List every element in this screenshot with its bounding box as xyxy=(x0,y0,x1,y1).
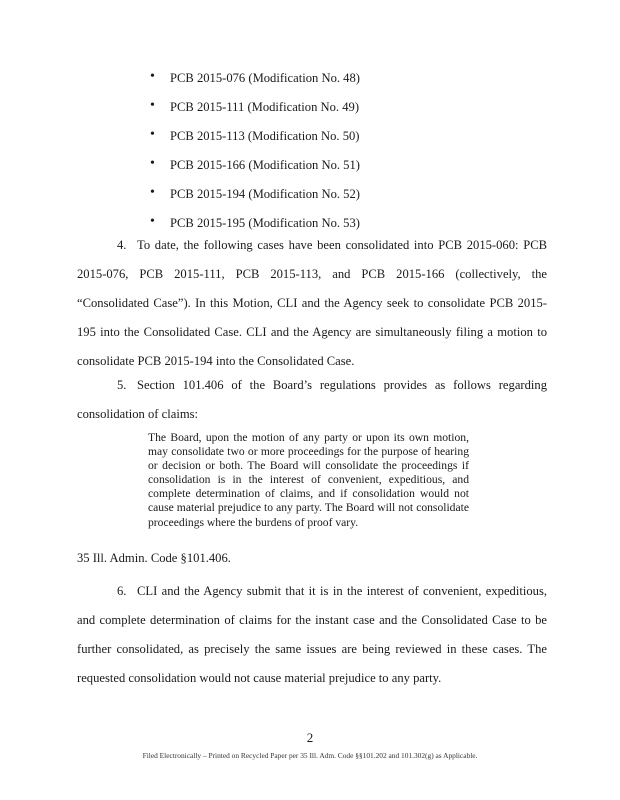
paragraph-number: 5. xyxy=(117,378,127,392)
citation: 35 Ill. Admin. Code §101.406. xyxy=(77,551,231,565)
paragraph-5 xyxy=(77,371,547,429)
paragraph-text: CLI and the Agency submit that it is in the interest of convenient, expeditious, and complete determination of claims for the instant case and the Consolidated Case to be further consolidated, as precisely the same issues are being reviewed in these cases. The requested consolidation would not cause material prejudice to any party. xyxy=(77,584,547,685)
list-item: • PCB 2015-166 (Modification No. 51) xyxy=(150,157,570,186)
case-bullet-list xyxy=(150,70,570,244)
list-item: • PCB 2015-076 (Modification No. 48) xyxy=(150,70,570,99)
paragraph-6 xyxy=(77,577,547,693)
paragraph-number: 4. xyxy=(117,238,127,252)
paragraph-text: To date, the following cases have been consolidated into PCB 2015-060: PCB 2015-076, PCB 2015-111, PCB 2015-113, and PCB 2015-166 (collectively, the “Consolidated Case”). In this Motion, CLI and the Agency seek to consolidate PCB 2015-195 into the Consolidated Case. CLI and the Agency are simultaneously filing a motion to consolidate PCB 2015-194 into the Consolidated Case. xyxy=(77,238,547,368)
list-item: • PCB 2015-113 (Modification No. 50) xyxy=(150,128,570,157)
list-item: • PCB 2015-111 (Modification No. 49) xyxy=(150,99,570,128)
paragraph-text: Section 101.406 of the Board’s regulations provides as follows regarding consolidation of claims: xyxy=(77,378,547,421)
filing-footer: Filed Electronically – Printed on Recycled Paper per 35 Ill. Adm. Code §§101.202 and 101.302(g) as Applicable. xyxy=(142,751,478,760)
list-item: • PCB 2015-195 (Modification No. 53) xyxy=(150,215,570,244)
paragraph-4 xyxy=(77,231,547,376)
paragraph-number: 6. xyxy=(117,584,127,598)
list-item: • PCB 2015-194 (Modification No. 52) xyxy=(150,186,570,215)
page-number: 2 xyxy=(306,730,314,745)
block-quote: The Board, upon the motion of any party or upon its own motion, may consolidate two or more proceedings for the purpose of hearing or decision or both. The Board will consolidate the proceedings if consolidation is in the interest of convenient, expeditious, and complete determination of claims, and if consolidation would not cause material prejudice to any party. The Board will not consolidate proceedings where the burdens of proof vary. xyxy=(148,431,469,529)
